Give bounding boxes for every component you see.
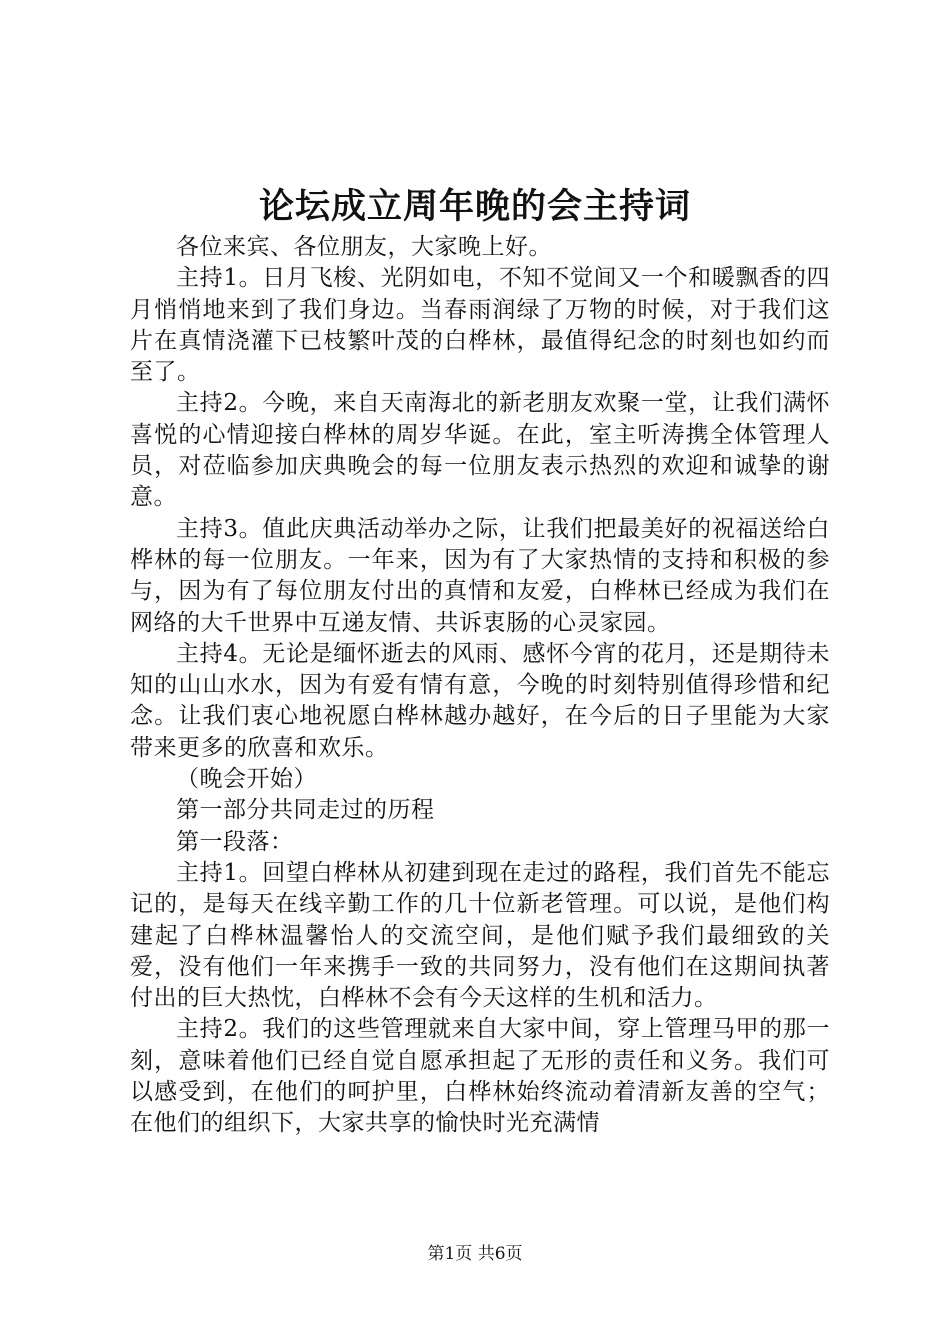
stage-direction: （晚会开始） [176, 766, 317, 793]
greeting-paragraph: 各位来宾、各位朋友，大家晚上好。 [176, 234, 552, 260]
host-paragraph: 主持4。无论是缅怀逝去的风雨、感怀今宵的花月，还是期待未知的山山水水，因为有爱有情有意，今晚的时刻特别值得珍惜和纪念。让我们衷心地祝愿白桦林越办越好，在今后的日子里能为大家带来更多的欣喜和欢乐。 [130, 640, 830, 761]
section-heading: 第一部分共同走过的历程 [176, 797, 435, 824]
host-paragraph: 主持2。我们的这些管理就来自大家中间，穿上管理马甲的那一刻，意味着他们已经自觉自愿承担起了无形的责任和义务。我们可以感受到，在他们的呵护里，白桦林始终流动着清新友善的空气；在他们的组织下，大家共享的愉快时光充满情 [130, 1016, 830, 1137]
host-paragraph: 主持3。值此庆典活动举办之际，让我们把最美好的祝福送给白桦林的每一位朋友。一年来，因为有了大家热情的支持和积极的参与，因为有了每位朋友付出的真情和友爱，白桦林已经成为我们在网络的大千世界中互递友情、共诉衷肠的心灵家园。 [130, 515, 830, 636]
host-paragraph: 主持1。日月飞梭、光阴如电，不知不觉间又一个和暖飘香的四月悄悄地来到了我们身边。当春雨润绿了万物的时候，对于我们这片在真情浇灌下已枝繁叶茂的白桦林，最值得纪念的时刻也如约而至了。 [130, 265, 830, 386]
subsection-heading: 第一段落： [176, 828, 294, 855]
document-title: 论坛成立周年晚的会主持词 [258, 186, 691, 227]
document-body [130, 232, 830, 1140]
page-footer [0, 1242, 950, 1266]
page-indicator: 第1页 共6页 [427, 1244, 523, 1264]
host-paragraph: 主持2。今晚，来自天南海北的新老朋友欢聚一堂，让我们满怀喜悦的心情迎接白桦林的周岁华诞。在此，室主听涛携全体管理人员，对莅临参加庆典晚会的每一位朋友表示热烈的欢迎和诚挚的谢意。 [130, 390, 830, 511]
host-paragraph: 主持1。回望白桦林从初建到现在走过的路程，我们首先不能忘记的，是每天在线辛勤工作的几十位新老管理。可以说，是他们构建起了白桦林温馨怡人的交流空间，是他们赋予我们最细致的关爱，没有他们一年来携手一致的共同努力，没有他们在这期间执著付出的巨大热忱，白桦林不会有今天这样的生机和活力。 [130, 859, 830, 1012]
